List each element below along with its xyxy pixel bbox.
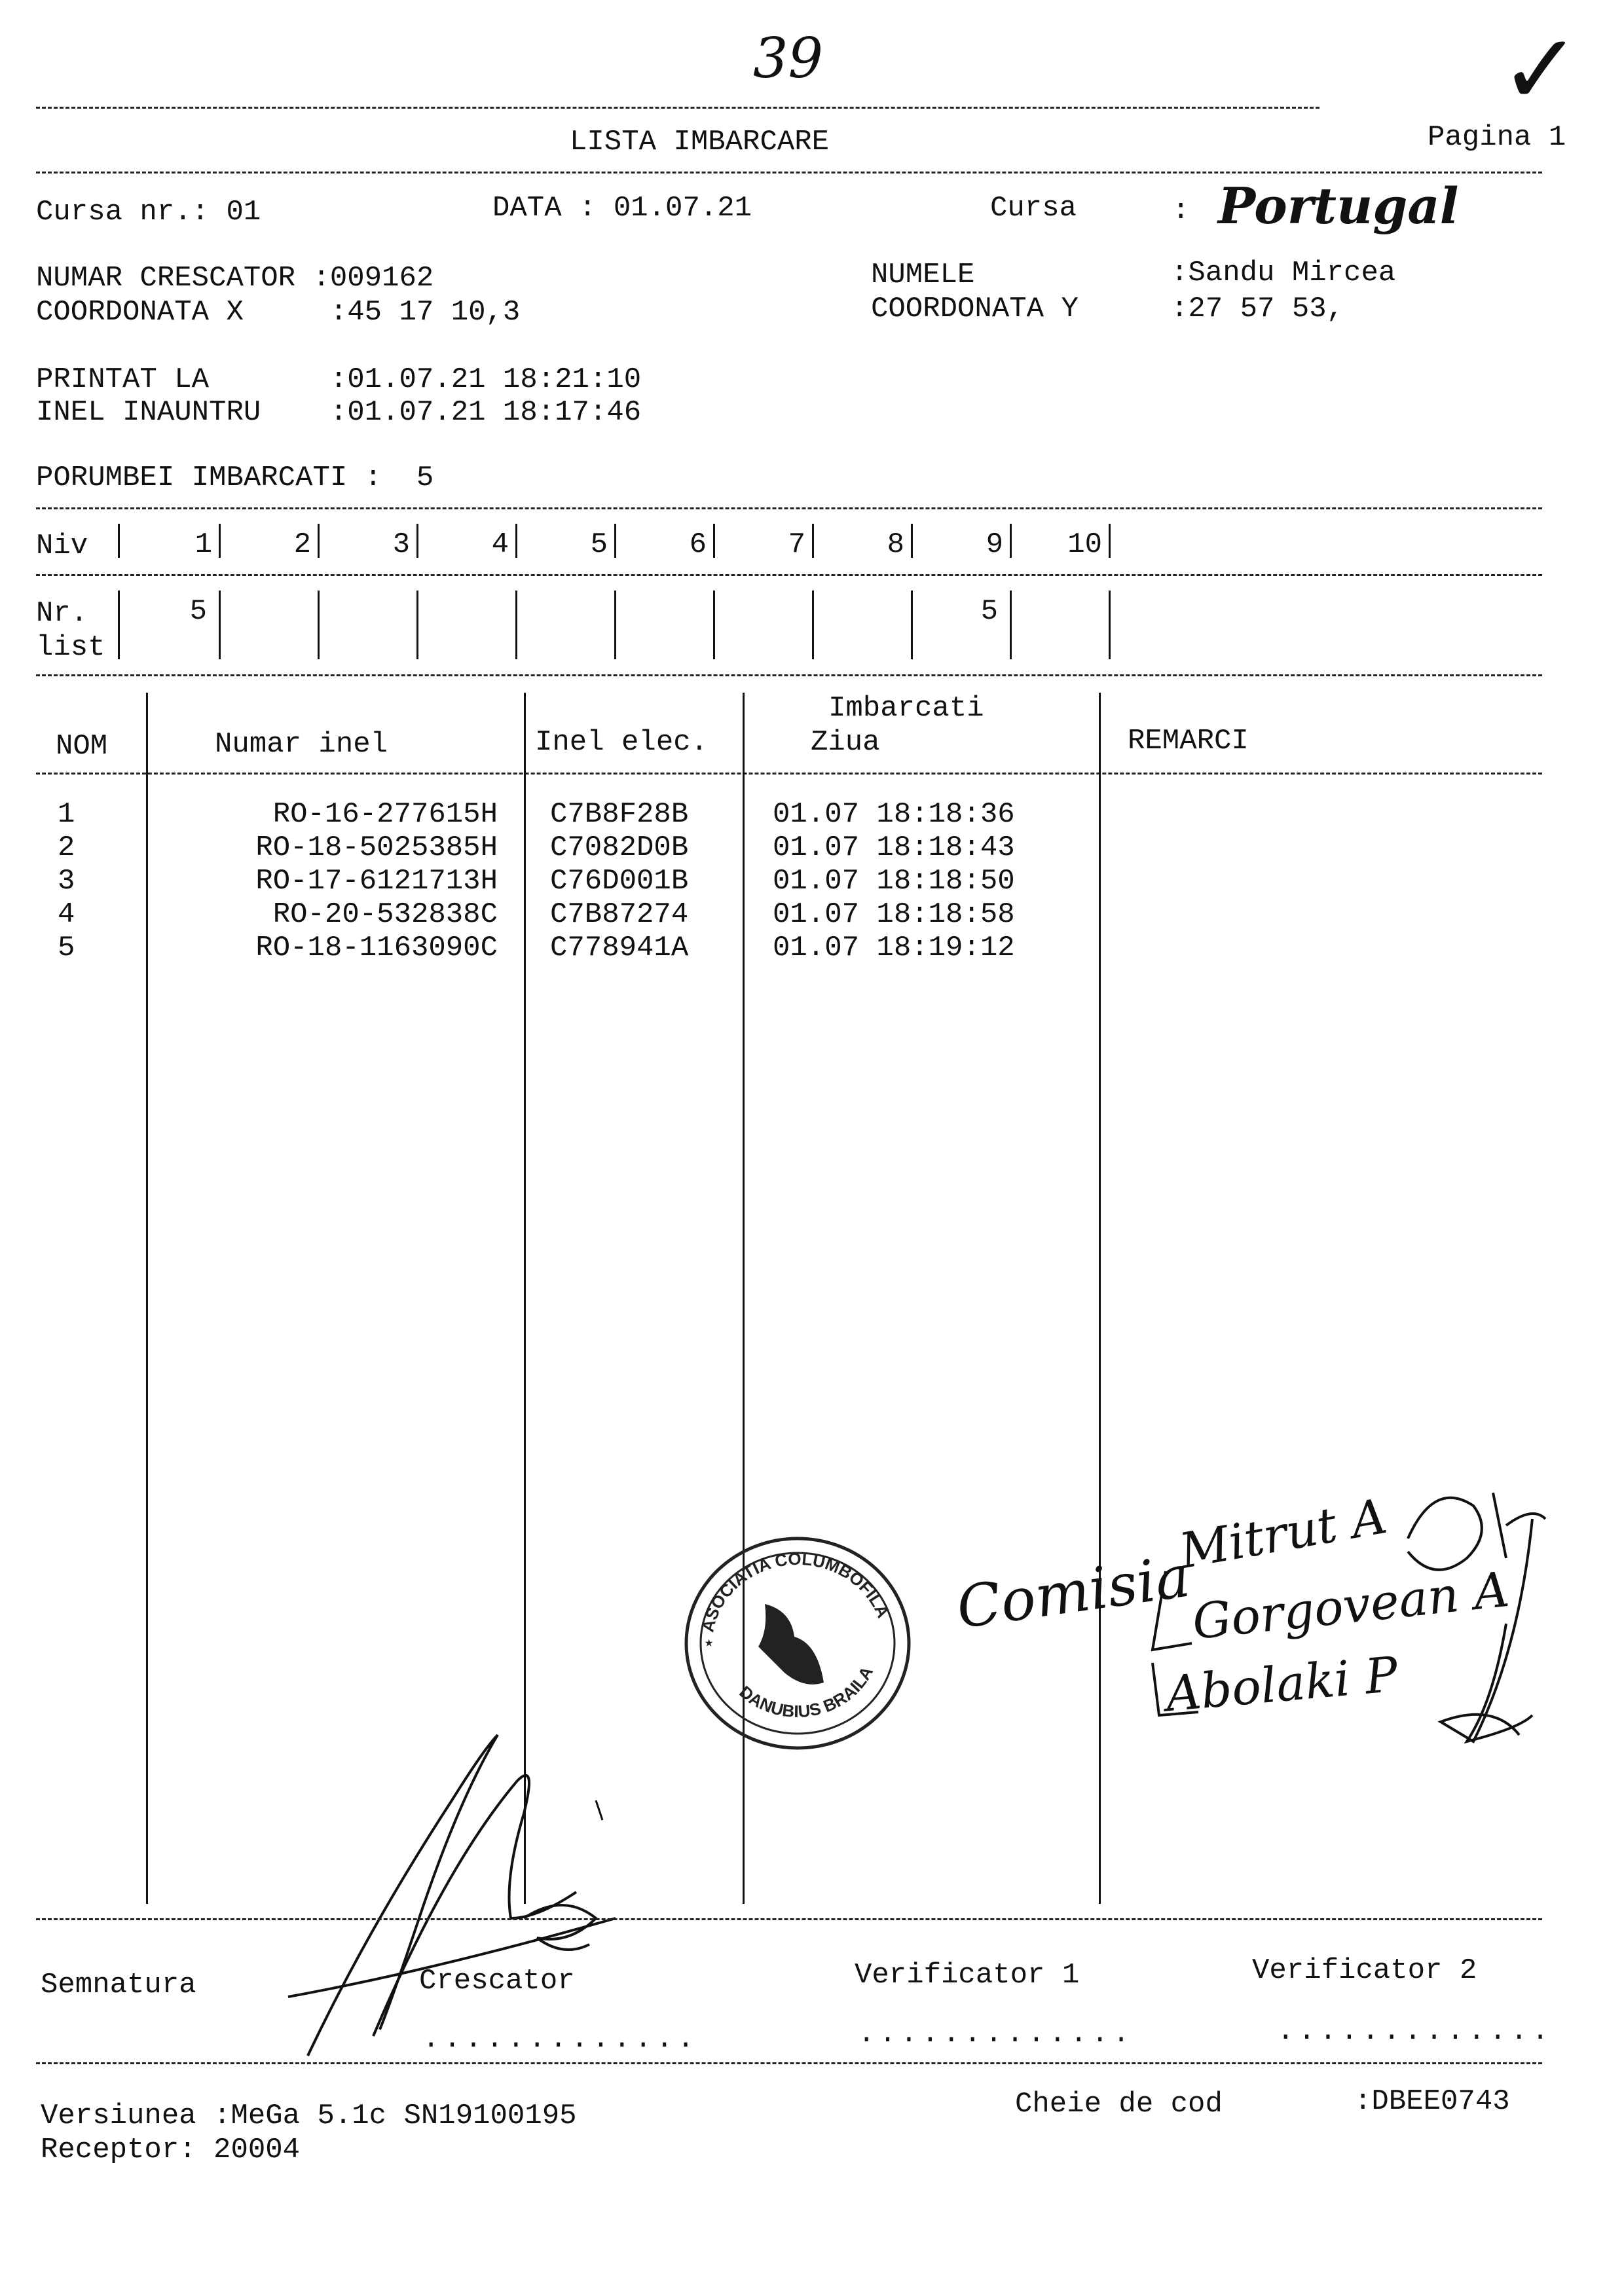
nr-list-value: 5 (980, 595, 998, 628)
col-header-day: Ziua (811, 726, 880, 759)
row-boarded-time: 01.07 18:18:50 (773, 865, 1015, 898)
levels-mid-divider (36, 574, 1542, 576)
row-nom: 3 (58, 865, 75, 898)
col-header-nom: NOM (56, 730, 108, 763)
race-label: Cursa (990, 192, 1077, 225)
nr-list-separator (1010, 591, 1012, 659)
row-nom: 1 (58, 798, 75, 831)
row-electronic-ring: C7B87274 (550, 898, 689, 931)
signature-top-divider (36, 1918, 1542, 1920)
race-date: DATA : 01.07.21 (492, 192, 752, 225)
level-separator (812, 524, 814, 558)
nr-list-value: 5 (189, 595, 207, 628)
pigeon-icon (758, 1604, 824, 1685)
row-nom: 5 (58, 932, 75, 964)
code-key-value: :DBEE0743 (1354, 2085, 1510, 2118)
row-electronic-ring: C7082D0B (550, 831, 689, 864)
top-divider (36, 107, 1320, 109)
row-electronic-ring: C76D001B (550, 865, 689, 898)
row-electronic-ring: C778941A (550, 932, 689, 964)
handwritten-page-number: 39 (753, 26, 823, 90)
level-9: 9 (986, 528, 1003, 561)
commission-member-2: Gorgovean A (1189, 1561, 1512, 1651)
row-ring-number: RO-18-5025385H (255, 831, 498, 864)
nr-list-separator (713, 591, 715, 659)
levels-bottom-divider (36, 674, 1542, 676)
stamp-text-top: ASOCIATIA COLUMBOFILA (697, 1548, 894, 1634)
stamp-text-bottom: DANUBIUS BRAILA (735, 1663, 877, 1722)
level-separator (911, 524, 913, 558)
check-mark-icon: ✓ (1500, 13, 1582, 127)
row-boarded-time: 01.07 18:19:12 (773, 932, 1015, 964)
level-2: 2 (293, 528, 311, 561)
association-stamp (680, 1532, 915, 1755)
level-8: 8 (887, 528, 904, 561)
col-header-boarded: Imbarcati (828, 692, 984, 725)
breeder-signature-scribble (288, 1722, 655, 2075)
row-boarded-time: 01.07 18:18:43 (773, 831, 1015, 864)
pigeons-boarded: PORUMBEI IMBARCATI : 5 (36, 462, 434, 494)
race-number: Cursa nr.: 01 (36, 196, 261, 228)
code-key-label: Cheie de cod (1015, 2088, 1223, 2121)
col-header-electronic-ring: Inel elec. (535, 726, 709, 759)
nr-list-separator (911, 591, 913, 659)
level-separator (219, 524, 221, 558)
coordinate-y-value: :27 57 53, (1171, 293, 1344, 325)
row-electronic-ring: C7B8F28B (550, 798, 689, 831)
svg-text:★: ★ (705, 1635, 714, 1651)
level-10: 10 (1067, 528, 1102, 561)
race-destination-handwritten: Portugal (1218, 177, 1459, 235)
page-indicator: Pagina 1 (1428, 121, 1566, 154)
level-separator (1109, 524, 1111, 558)
verifier-2-label: Verificator 2 (1252, 1954, 1477, 1987)
breeder-name-value: :Sandu Mircea (1171, 257, 1396, 289)
breeder-label: Crescator (419, 1965, 575, 1997)
header-divider (36, 172, 1542, 173)
breeder-signature-dots: ............. (422, 2023, 699, 2056)
race-colon: : (1172, 194, 1190, 227)
level-separator (713, 524, 715, 558)
nr-list-separator (318, 591, 320, 659)
level-4: 4 (491, 528, 509, 561)
table-header-divider (36, 773, 1542, 774)
software-version: Versiunea :MeGa 5.1c SN19100195 (41, 2100, 577, 2132)
nr-list-separator (812, 591, 814, 659)
level-5: 5 (590, 528, 608, 561)
label-separator (118, 524, 120, 558)
level-separator (515, 524, 517, 558)
levels-top-divider (36, 507, 1542, 509)
verifier-2-signature-dots: ............. (1277, 2015, 1553, 2048)
nr-list-label-1: Nr. (36, 597, 88, 630)
commission-scribble (1126, 1453, 1552, 1781)
signature-label: Semnatura (41, 1969, 196, 2001)
breeder-number: NUMAR CRESCATOR :009162 (36, 262, 434, 295)
row-ring-number: RO-18-1163090C (255, 932, 498, 964)
level-separator (614, 524, 616, 558)
row-boarded-time: 01.07 18:18:58 (773, 898, 1015, 931)
row-boarded-time: 01.07 18:18:36 (773, 798, 1015, 831)
level-6: 6 (689, 528, 707, 561)
row-ring-number: RO-17-6121713H (255, 865, 498, 898)
row-ring-number: RO-20-532838C (272, 898, 498, 931)
label-separator (118, 591, 120, 659)
coordinate-y-label: COORDONATA Y (871, 293, 1079, 325)
level-7: 7 (788, 528, 805, 561)
document-title: LISTA IMBARCARE (570, 126, 830, 158)
level-separator (318, 524, 320, 558)
verifier-1-label: Verificator 1 (855, 1959, 1080, 1992)
level-separator (1010, 524, 1012, 558)
footer-divider (36, 2062, 1542, 2064)
table-col-line-1 (146, 693, 148, 1904)
nr-list-separator (614, 591, 616, 659)
commission-member-3: Abolaki P (1163, 1646, 1401, 1723)
commission-member-1: Mitrut A (1175, 1487, 1391, 1580)
col-header-remarks: REMARCI (1128, 725, 1249, 757)
commission-signature: Comisia (952, 1542, 1194, 1642)
nr-list-separator (416, 591, 418, 659)
nr-list-separator (515, 591, 517, 659)
receptor-number: Receptor: 20004 (41, 2134, 301, 2166)
nr-list-label-2: list (36, 631, 105, 664)
printed-at: PRINTAT LA :01.07.21 18:21:10 (36, 363, 642, 396)
ring-inside: INEL INAUNTRU :01.07.21 18:17:46 (36, 396, 642, 429)
nr-list-separator (219, 591, 221, 659)
col-header-ring-number: Numar inel (215, 728, 388, 761)
nr-list-separator (1109, 591, 1111, 659)
level-separator (416, 524, 418, 558)
table-col-line-4 (1099, 693, 1101, 1904)
level-3: 3 (392, 528, 410, 561)
coordinate-x: COORDONATA X :45 17 10,3 (36, 296, 521, 329)
row-nom: 2 (58, 831, 75, 864)
row-nom: 4 (58, 898, 75, 931)
row-ring-number: RO-16-277615H (272, 798, 498, 831)
niv-label: Niv (36, 530, 88, 562)
breeder-name-label: NUMELE (871, 259, 975, 291)
verifier-1-signature-dots: ............. (858, 2018, 1134, 2050)
level-1: 1 (194, 528, 212, 561)
